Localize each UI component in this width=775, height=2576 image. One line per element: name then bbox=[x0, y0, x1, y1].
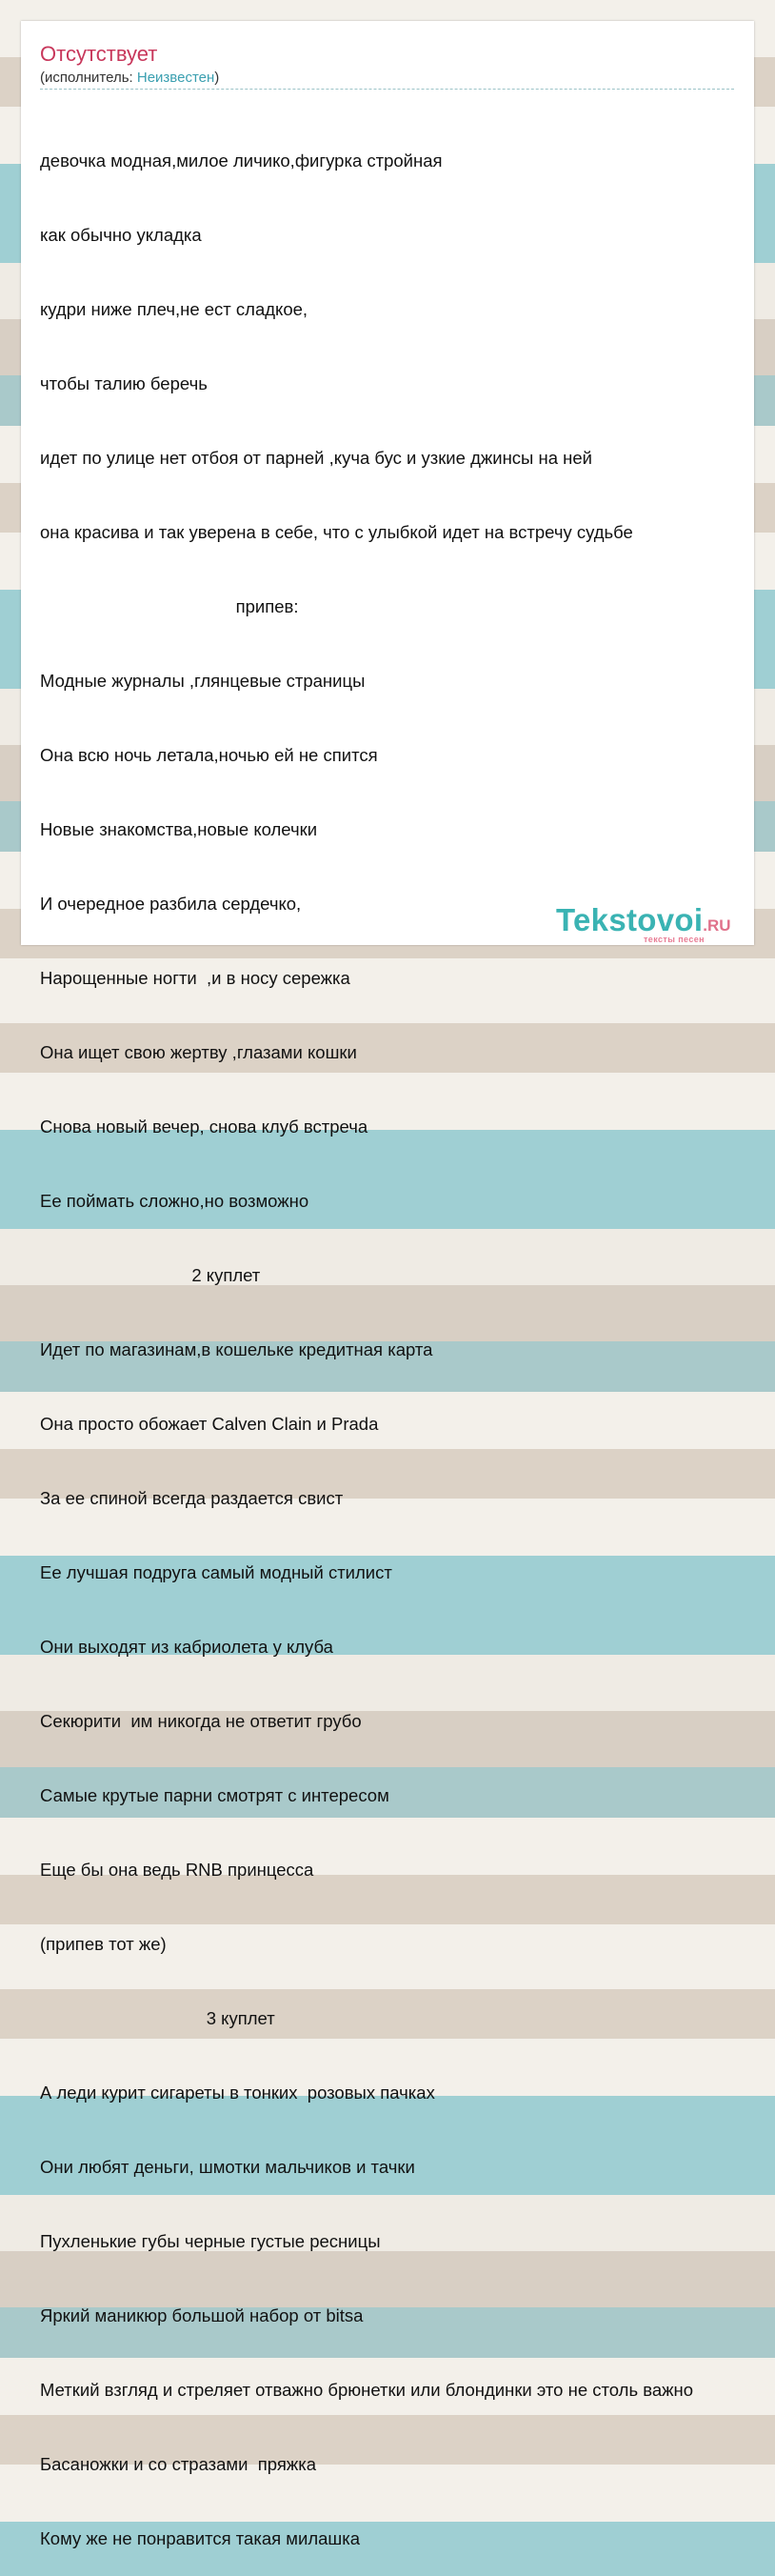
lyric-line: чтобы талию беречь bbox=[40, 373, 208, 393]
lyric-line: Идет по магазинам,в кошельке кредитная карта bbox=[40, 1339, 433, 1359]
lyric-line: Самые крутые парни смотрят с интересом bbox=[40, 1785, 389, 1805]
lyric-line: Новые знакомства,новые колечки bbox=[40, 819, 318, 839]
lyric-line: идет по улице нет отбоя от парней ,куча бус и узкие джинсы на ней bbox=[40, 448, 592, 468]
lyric-line: девочка модная,милое личико,фигурка стройная bbox=[40, 151, 443, 171]
verse-3-heading: 3 куплет bbox=[40, 2008, 275, 2028]
chorus-heading: припев: bbox=[40, 596, 299, 616]
lyric-line: Пухленькие губы черные густые ресницы bbox=[40, 2231, 381, 2251]
byline-suffix: ) bbox=[214, 70, 220, 86]
logo-tagline: тексты песен bbox=[644, 935, 705, 944]
lyric-line: кудри ниже плеч,не ест сладкое, bbox=[40, 299, 308, 319]
lyric-line: Нарощенные ногти ,и в носу сережка bbox=[40, 968, 350, 988]
lyric-line: Они выходят из кабриолета у клуба bbox=[40, 1637, 333, 1657]
artist-link[interactable]: Неизвестен bbox=[136, 70, 215, 86]
lyric-line: И очередное разбила сердечко, bbox=[40, 894, 302, 914]
lyric-line: А леди курит сигареты в тонких розовых пачках bbox=[40, 2083, 435, 2103]
song-title: Отсутствует bbox=[40, 42, 158, 66]
lyric-line: Снова новый вечер, снова клуб встреча bbox=[40, 1117, 368, 1137]
lyric-line: Басаножки и со стразами пряжка bbox=[40, 2454, 317, 2474]
lyric-line: Еще бы она ведь RNB принцесса bbox=[40, 1860, 314, 1880]
lyric-line: Секюрити им никогда не ответит грубо bbox=[40, 1711, 362, 1731]
logo-name: Tekstovoi bbox=[556, 902, 704, 937]
lyric-line: Ее поймать сложно,но возможно bbox=[40, 1191, 309, 1211]
lyric-line: (припев тот же) bbox=[40, 1934, 167, 1954]
lyric-line: Она всю ночь летала,ночью ей не спится bbox=[40, 745, 378, 765]
lyric-line: Яркий маникюр большой набор от bitsa bbox=[40, 2305, 364, 2325]
artist-byline bbox=[40, 70, 219, 87]
lyric-line: она красива и так уверена в себе, что с улыбкой идет на встречу судьбе bbox=[40, 522, 633, 542]
lyric-line: Меткий взгляд и стреляет отважно брюнетки или блондинки это не столь важно bbox=[40, 2380, 694, 2400]
lyric-line: Они любят деньги, шмотки мальчиков и тачки bbox=[40, 2157, 415, 2177]
lyric-line: Модные журналы ,глянцевые страницы bbox=[40, 671, 366, 691]
lyric-line: За ее спиной всегда раздается свист bbox=[40, 1488, 344, 1508]
logo-tld: .RU bbox=[703, 916, 731, 935]
lyric-line: Она ищет свою жертву ,глазами кошки bbox=[40, 1042, 357, 1062]
title-divider bbox=[40, 89, 734, 90]
lyric-line: как обычно укладка bbox=[40, 225, 202, 245]
lyric-line: Ее лучшая подруга самый модный стилист bbox=[40, 1562, 392, 1582]
lyric-line: Она просто обожает Calven Clain и Prada bbox=[40, 1414, 379, 1434]
verse-2-heading: 2 куплет bbox=[40, 1265, 261, 1285]
lyrics-text bbox=[40, 99, 775, 2576]
byline-prefix: (исполнитель: bbox=[40, 70, 137, 86]
lyric-line: Кому же не понравится такая милашка bbox=[40, 2528, 361, 2548]
